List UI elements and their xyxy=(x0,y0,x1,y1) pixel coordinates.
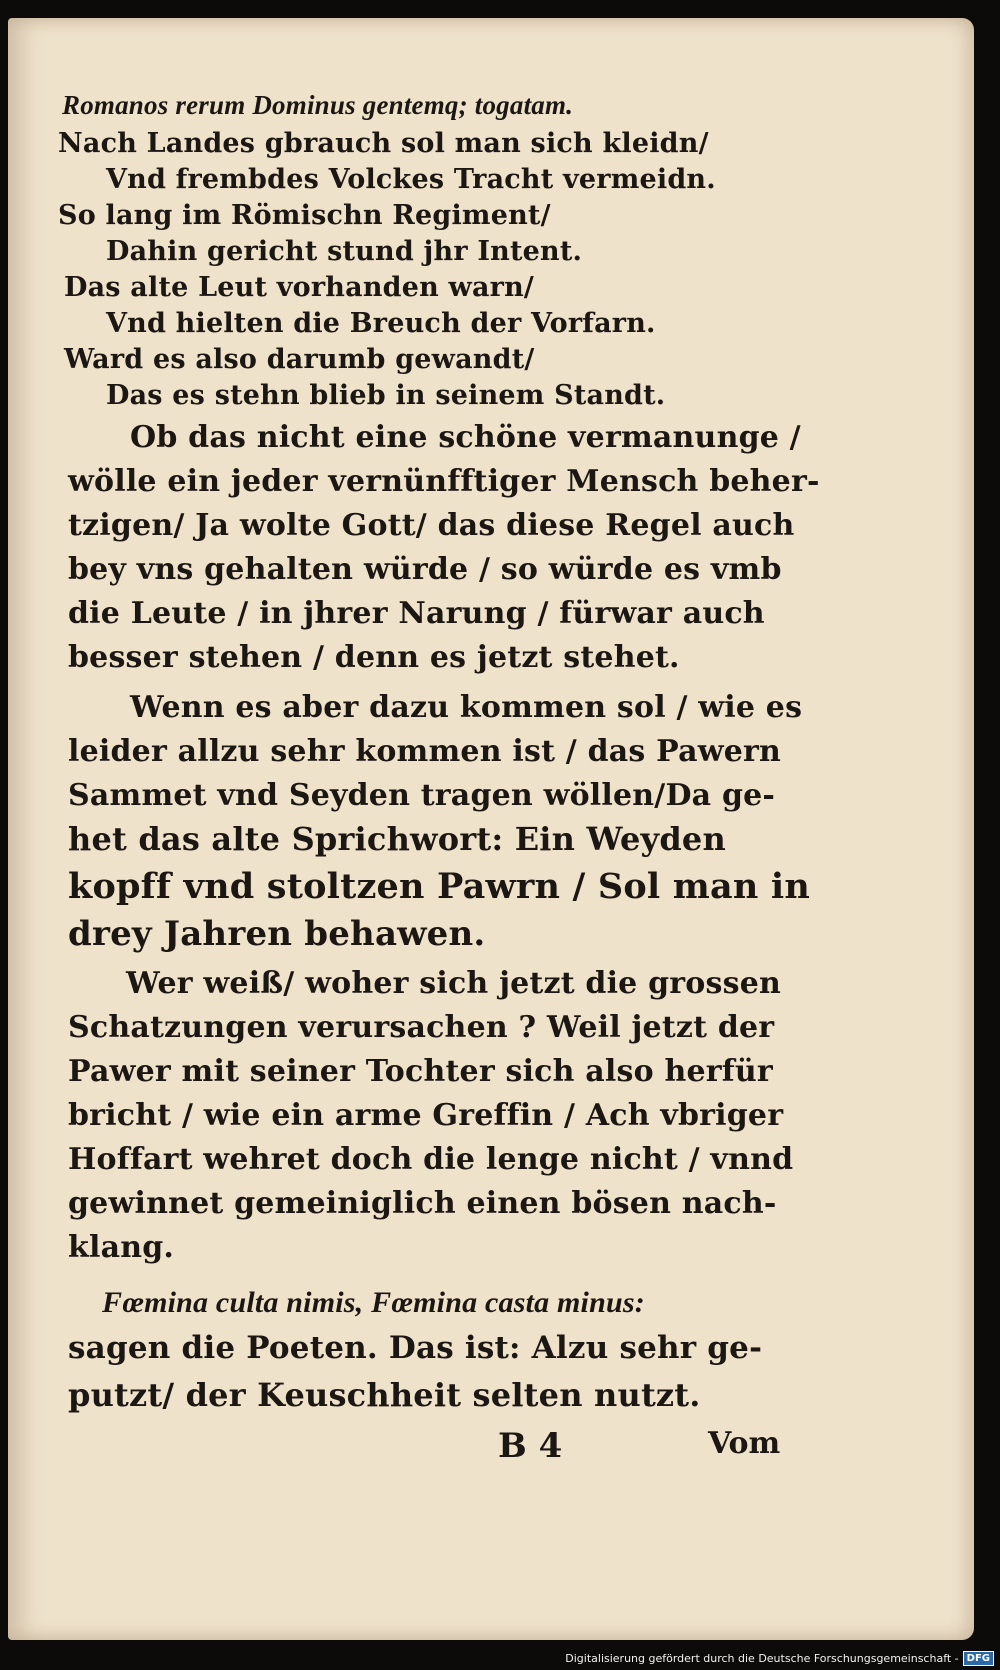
signature-mark: B 4 xyxy=(498,1426,563,1466)
text-line: het das alte Sprichwort: Ein Weyden xyxy=(68,820,726,858)
text-line: Nach Landes gbrauch sol man sich kleidn/ xyxy=(58,128,709,159)
text-line: putzt/ der Keuschheit selten nutzt. xyxy=(68,1376,701,1414)
text-line: klang. xyxy=(68,1230,175,1265)
text-line: die Leute / in jhrer Narung / fürwar auch xyxy=(68,596,765,631)
text-line: Schatzungen verursachen ? Weil jetzt der xyxy=(68,1010,775,1045)
text-line: wölle ein jeder vernünfftiger Mensch beher- xyxy=(68,464,820,499)
text-line: bricht / wie ein arme Greffin / Ach vbriger xyxy=(68,1098,784,1133)
text-line: Das alte Leut vorhanden warn/ xyxy=(64,272,534,303)
text-line: Dahin gericht stund jhr Intent. xyxy=(106,236,583,267)
book-page xyxy=(8,18,974,1640)
text-line: leider allzu sehr kommen ist / das Pawern xyxy=(68,734,782,769)
text-line: Ob das nicht eine schöne vermanunge / xyxy=(130,420,801,455)
text-line: Romanos rerum Dominus gentemq; togatam. xyxy=(62,90,574,120)
credit-text: Digitalisierung gefördert durch die Deutsche Forschungsgemeinschaft - xyxy=(565,1652,959,1665)
text-line: Das es stehn blieb in seinem Standt. xyxy=(106,380,666,411)
text-line: bey vns gehalten würde / so würde es vmb xyxy=(68,552,782,587)
text-line: drey Jahren behawen. xyxy=(68,914,486,954)
text-line: sagen die Poeten. Das ist: Alzu sehr ge- xyxy=(68,1330,763,1366)
text-line: gewinnet gemeiniglich einen bösen nach- xyxy=(68,1186,777,1221)
text-line: Ward es also darumb gewandt/ xyxy=(64,344,535,375)
text-line: Vnd frembdes Volckes Tracht vermeidn. xyxy=(106,164,716,195)
text-line: tzigen/ Ja wolte Gott/ das diese Regel auch xyxy=(68,508,795,543)
catchword: Vom xyxy=(708,1426,781,1461)
text-line: Wer weiß/ woher sich jetzt die grossen xyxy=(126,966,781,1001)
text-line: Vnd hielten die Breuch der Vorfarn. xyxy=(106,308,656,339)
text-line: Pawer mit seiner Tochter sich also herfür xyxy=(68,1054,773,1089)
text-line: Sammet vnd Seyden tragen wöllen/Da ge- xyxy=(68,778,776,813)
text-line: So lang im Römischn Regiment/ xyxy=(58,200,551,231)
dfg-logo-icon: DFG xyxy=(963,1651,994,1666)
text-line: kopff vnd stoltzen Pawrn / Sol man in xyxy=(68,866,811,907)
text-line: besser stehen / denn es jetzt stehet. xyxy=(68,640,680,675)
digitization-credit xyxy=(565,1651,994,1666)
text-line: Hoffart wehret doch die lenge nicht / vnnd xyxy=(68,1142,794,1177)
text-line: Fœmina culta nimis, Fœmina casta minus: xyxy=(102,1286,645,1319)
text-line: Wenn es aber dazu kommen sol / wie es xyxy=(130,690,803,725)
